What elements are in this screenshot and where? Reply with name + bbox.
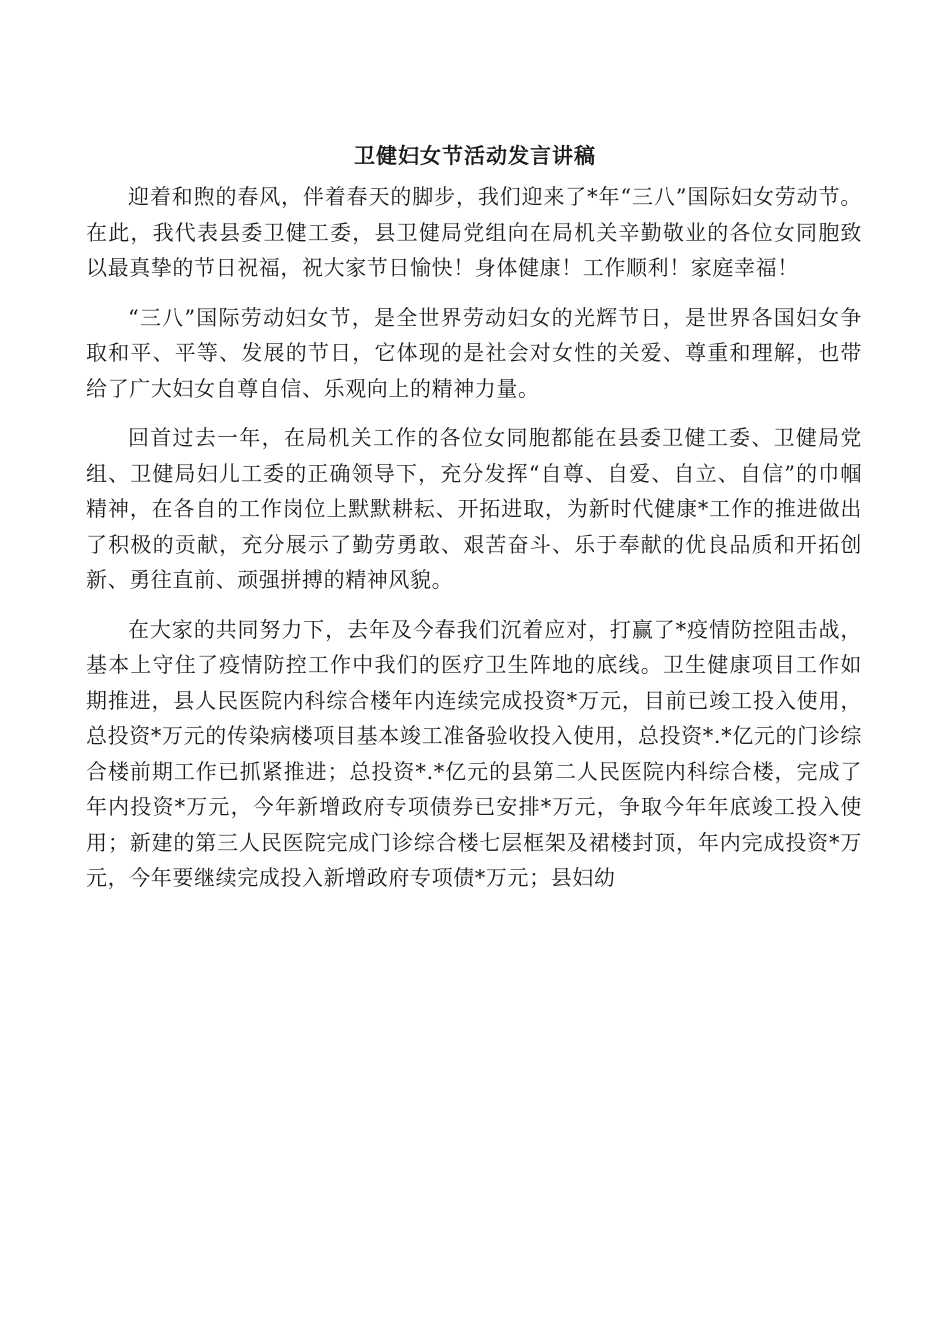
paragraph-festival-meaning: “三八”国际劳动妇女节，是全世界劳动妇女的光辉节日，是世界各国妇女争取和平、平等、发展的节日，它体现的是社会对女性的关爱、尊重和理解，也带给了广大妇女自尊自信、乐观向上的精神力量。 bbox=[86, 305, 862, 401]
paragraph-review: 回首过去一年，在局机关工作的各位女同胞都能在县委卫健工委、卫健局党组、卫健局妇儿工委的正确领导下，充分发挥“自尊、自爱、自立、自信”的巾帼精神，在各自的工作岗位上默默耕耘、开拓进取，为新时代健康*工作的推进做出了积极的贡献，充分展示了勤劳勇敢、艰苦奋斗、乐于奉献的优良品质和开拓创新、勇往直前、顽强拼搏的精神风貌。 bbox=[86, 426, 862, 592]
document-body bbox=[86, 168, 862, 911]
paragraph-greeting: 迎着和煦的春风，伴着春天的脚步，我们迎来了*年“三八”国际妇女劳动节。在此，我代表县委卫健工委，县卫健局党组向在局机关辛勤敬业的各位女同胞致以最真挚的节日祝福，祝大家节日愉快！身体健康！工作顺利！家庭幸福！ bbox=[86, 185, 862, 280]
paragraph-achievements: 在大家的共同努力下，去年及今春我们沉着应对，打赢了*疫情防控阻击战，基本上守住了疫情防控工作中我们的医疗卫生阵地的底线。卫生健康项目工作如期推进，县人民医院内科综合楼年内连续完成投资*万元，目前已竣工投入使用，总投资*万元的传染病楼项目基本竣工准备验收投入使用，总投资*.*亿元的门诊综合楼前期工作已抓紧推进；总投资*.*亿元的县第二人民医院内科综合楼，完成了年内投资*万元，今年新增政府专项债券已安排*万元，争取今年年底竣工投入使用；新建的第三人民医院完成门诊综合楼七层框架及裙楼封顶，年内完成投资*万元，今年要继续完成投入新增政府专项债*万元；县妇幼 bbox=[86, 617, 862, 890]
document-title: 卫健妇女节活动发言讲稿 bbox=[354, 144, 596, 168]
